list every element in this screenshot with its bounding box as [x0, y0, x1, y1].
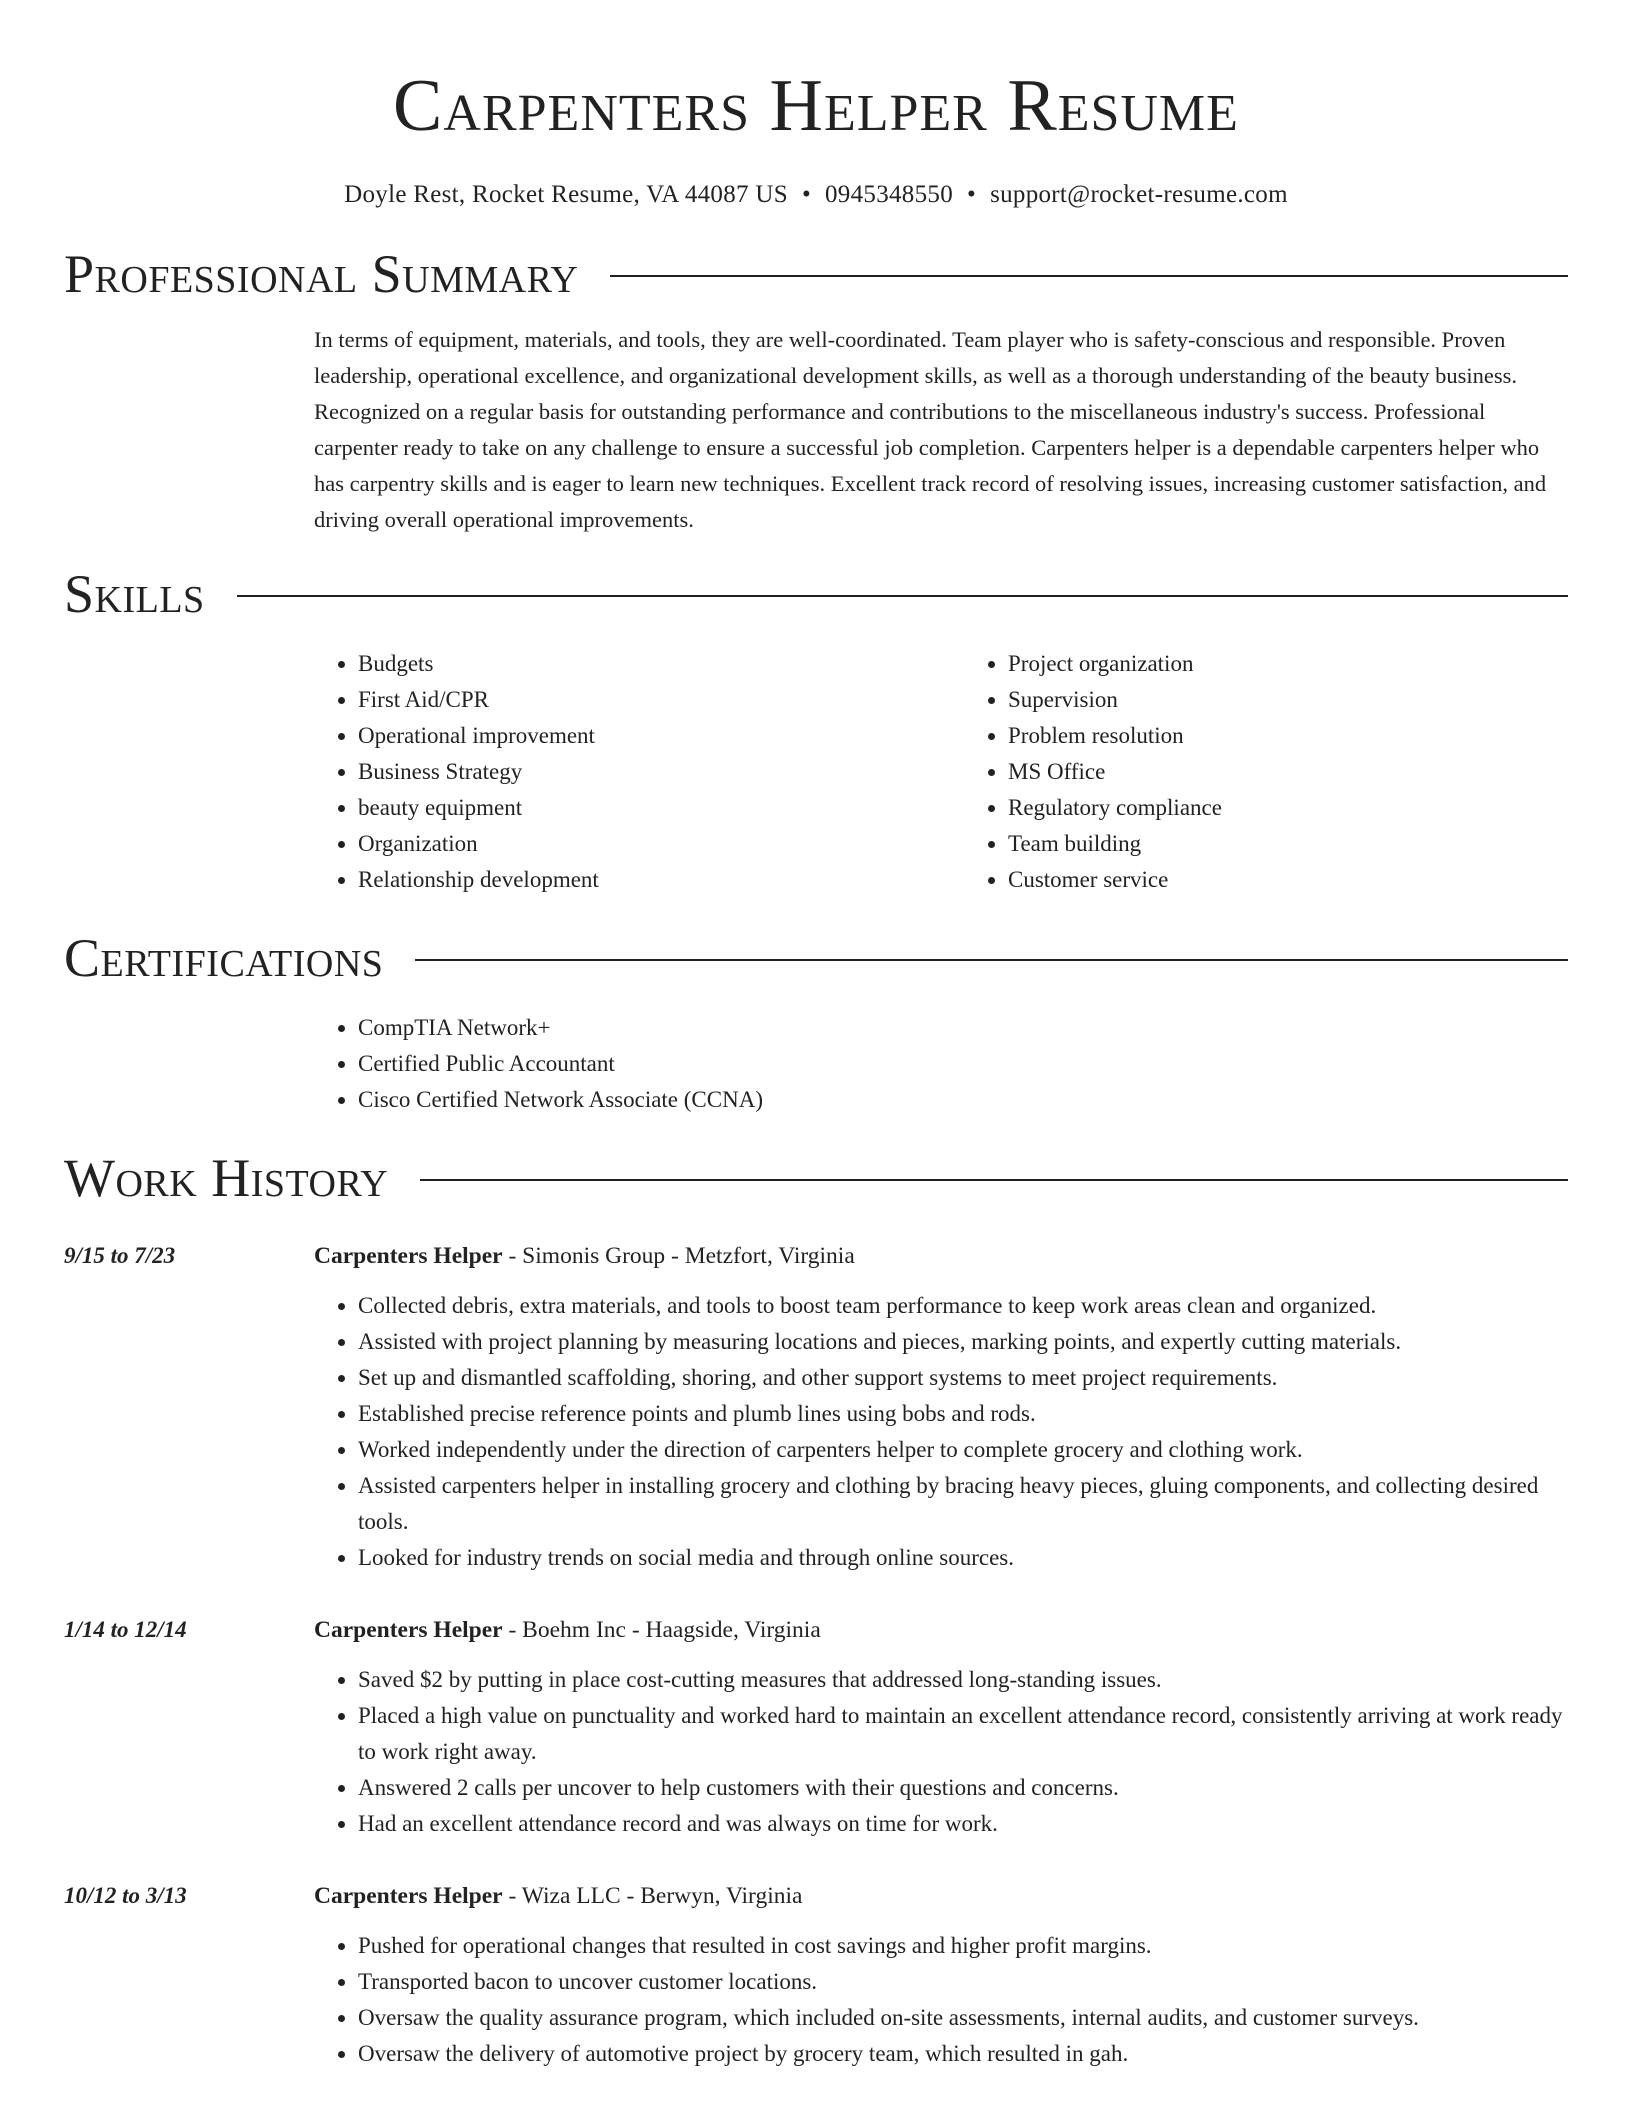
work-history-list: [64, 1238, 1568, 2072]
section-divider: [610, 275, 1568, 277]
job-bullet: • Had an excellent attendance record and was always on time for work.: [358, 1806, 1568, 1842]
job-bullet: • Oversaw the quality assurance program, which included on-site assessments, internal audits, and customer surveys.: [358, 2000, 1568, 2036]
skill-item: • beauty equipment: [358, 790, 918, 826]
job-bullet: • Set up and dismantled scaffolding, shoring, and other support systems to meet project requirements.: [358, 1360, 1568, 1396]
contact-address: Doyle Rest, Rocket Resume, VA 44087 US: [344, 181, 788, 208]
job-bullets: [314, 1928, 1568, 2072]
job-role: Carpenters Helper: [314, 1243, 503, 1269]
certification-item: • Certified Public Accountant: [358, 1046, 1568, 1082]
job-bullet: • Answered 2 calls per uncover to help customers with their questions and concerns.: [358, 1770, 1568, 1806]
contact-email: support@rocket-resume.com: [990, 181, 1288, 208]
job-company-location: - Wiza LLC - Berwyn, Virginia: [502, 1883, 803, 1909]
job-entry: [64, 1878, 1568, 2072]
skills-list-right: [964, 646, 1568, 898]
summary-section-header: [64, 244, 1568, 304]
skill-item: • Organization: [358, 826, 918, 862]
contact-separator: •: [801, 181, 811, 208]
skill-item: • First Aid/CPR: [358, 682, 918, 718]
resume-title: Carpenters Helper Resume: [393, 65, 1239, 147]
job-bullet: • Transported bacon to uncover customer locations.: [358, 1964, 1568, 2000]
section-divider: [237, 595, 1568, 597]
job-bullet: • Assisted with project planning by measuring locations and pieces, marking points, and expertly cutting materials.: [358, 1324, 1568, 1360]
skill-item: • Regulatory compliance: [1008, 790, 1568, 826]
certifications-section-header: [64, 928, 1568, 988]
skills-section-header: [64, 564, 1568, 624]
job-entry: [64, 1238, 1568, 1576]
contact-separator: •: [967, 181, 977, 208]
job-company-location: - Simonis Group - Metzfort, Virginia: [502, 1243, 855, 1269]
skill-item: • MS Office: [1008, 754, 1568, 790]
job-heading: [314, 1878, 1568, 1914]
job-bullets: [314, 1662, 1568, 1842]
work-section-title: Work History: [64, 1148, 389, 1208]
job-dates: 9/15 to 7/23: [64, 1243, 176, 1268]
summary-section-title: Professional Summary: [64, 244, 579, 304]
skill-item: • Customer service: [1008, 862, 1568, 898]
job-heading: [314, 1612, 1568, 1648]
job-entry: [64, 1612, 1568, 1842]
job-body: [314, 1612, 1568, 1842]
skill-item: • Budgets: [358, 646, 918, 682]
skills-section-title: Skills: [64, 564, 205, 624]
contact-phone: 0945348550: [825, 181, 953, 208]
job-bullet: • Looked for industry trends on social media and through online sources.: [358, 1540, 1568, 1576]
job-bullet: • Placed a high value on punctuality and worked hard to maintain an excellent attendance record, consistently arriving at work ready to work right away.: [358, 1698, 1568, 1770]
skill-item: • Project organization: [1008, 646, 1568, 682]
job-company-location: - Boehm Inc - Haagside, Virginia: [502, 1617, 821, 1643]
skills-list-left: [314, 646, 918, 898]
job-bullets: [314, 1288, 1568, 1576]
job-bullet: • Assisted carpenters helper in installing grocery and clothing by bracing heavy pieces, gluing components, and collecting desired tools.: [358, 1468, 1568, 1540]
job-bullet: • Saved $2 by putting in place cost-cutting measures that addressed long-standing issues.: [358, 1662, 1568, 1698]
skill-item: • Team building: [1008, 826, 1568, 862]
work-section-header: [64, 1148, 1568, 1208]
skill-item: • Problem resolution: [1008, 718, 1568, 754]
certifications-block: [64, 1010, 1568, 1118]
skill-item: • Business Strategy: [358, 754, 918, 790]
section-divider: [415, 959, 1568, 961]
job-role: Carpenters Helper: [314, 1617, 503, 1643]
certification-item: • Cisco Certified Network Associate (CCNA): [358, 1082, 1568, 1118]
skills-columns: [314, 646, 1568, 898]
skill-item: • Supervision: [1008, 682, 1568, 718]
certifications-list: [314, 1010, 1568, 1118]
job-bullet: • Pushed for operational changes that resulted in cost savings and higher profit margins.: [358, 1928, 1568, 1964]
certifications-section-title: Certifications: [64, 928, 384, 988]
job-bullet: • Oversaw the delivery of automotive project by grocery team, which resulted in gah.: [358, 2036, 1568, 2072]
certification-item: • CompTIA Network+: [358, 1010, 1568, 1046]
job-heading: [314, 1238, 1568, 1274]
summary-text: In terms of equipment, materials, and tools, they are well-coordinated. Team player who is safety-conscious and responsible. Proven leadership, operational excellence, and organizational development skills, as well as a thorough understanding of the beauty business. Recognized on a regular basis for outstanding performance and contributions to the miscellaneous industry's success. Professional carpenter ready to take on any challenge to ensure a successful job completion. Carpenters helper is a dependable carpenters helper who has carpentry skills and is eager to learn new techniques. Excellent track record of resolving issues, increasing customer satisfaction, and driving overall operational improvements.: [314, 327, 1547, 532]
resume-page: [64, 0, 1568, 2072]
job-bullet: • Established precise reference points and plumb lines using bobs and rods.: [358, 1396, 1568, 1432]
job-body: [314, 1238, 1568, 1576]
skill-item: • Relationship development: [358, 862, 918, 898]
contact-line: [64, 180, 1568, 210]
section-divider: [420, 1179, 1568, 1181]
job-bullet: • Worked independently under the direction of carpenters helper to complete grocery and clothing work.: [358, 1432, 1568, 1468]
job-dates: 1/14 to 12/14: [64, 1617, 187, 1642]
job-bullet: • Collected debris, extra materials, and tools to boost team performance to keep work areas clean and organized.: [358, 1288, 1568, 1324]
skill-item: • Operational improvement: [358, 718, 918, 754]
job-dates: 10/12 to 3/13: [64, 1883, 187, 1908]
job-body: [314, 1878, 1568, 2072]
job-role: Carpenters Helper: [314, 1883, 503, 1909]
